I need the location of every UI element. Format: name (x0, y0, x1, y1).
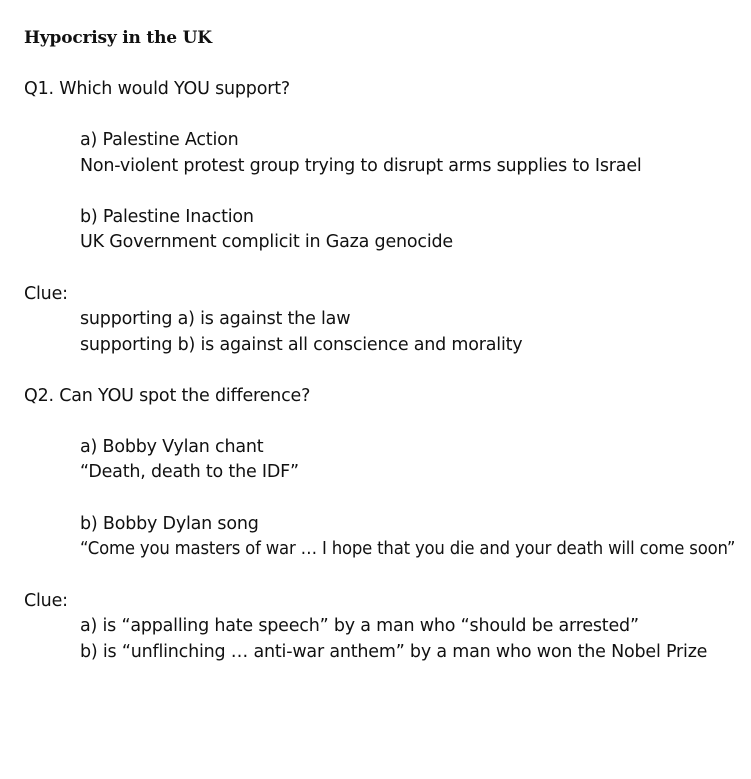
q2-clue-label: Clue: (24, 591, 68, 611)
q2-option-b-label: b) Bobby Dylan song (80, 514, 259, 534)
q1-question: Q1. Which would YOU support? (24, 79, 290, 99)
q1-option-a-label: a) Palestine Action (80, 130, 239, 150)
q2-question: Q2. Can YOU spot the difference? (24, 386, 311, 406)
q2-clue-b: b) is “unflinching … anti-war anthem” by a man who won the Nobel Prize (80, 642, 708, 662)
q2-option-b-description: “Come you masters of war … I hope that you die and your death will come soon” (80, 539, 736, 559)
q1-clue-label: Clue: (24, 284, 68, 304)
q1-clue-b: supporting b) is against all conscience and morality (80, 335, 523, 355)
page-title: Hypocrisy in the UK (24, 28, 212, 48)
q1-option-b-label: b) Palestine Inaction (80, 207, 254, 227)
q2-option-a-description: “Death, death to the IDF” (80, 462, 299, 482)
q1-option-a-description: Non-violent protest group trying to disrupt arms supplies to Israel (80, 156, 642, 176)
q1-option-b-description: UK Government complicit in Gaza genocide (80, 232, 453, 252)
q2-option-a-label: a) Bobby Vylan chant (80, 437, 264, 457)
q1-clue-a: supporting a) is against the law (80, 309, 351, 329)
q2-clue-a: a) is “appalling hate speech” by a man who “should be arrested” (80, 616, 639, 636)
